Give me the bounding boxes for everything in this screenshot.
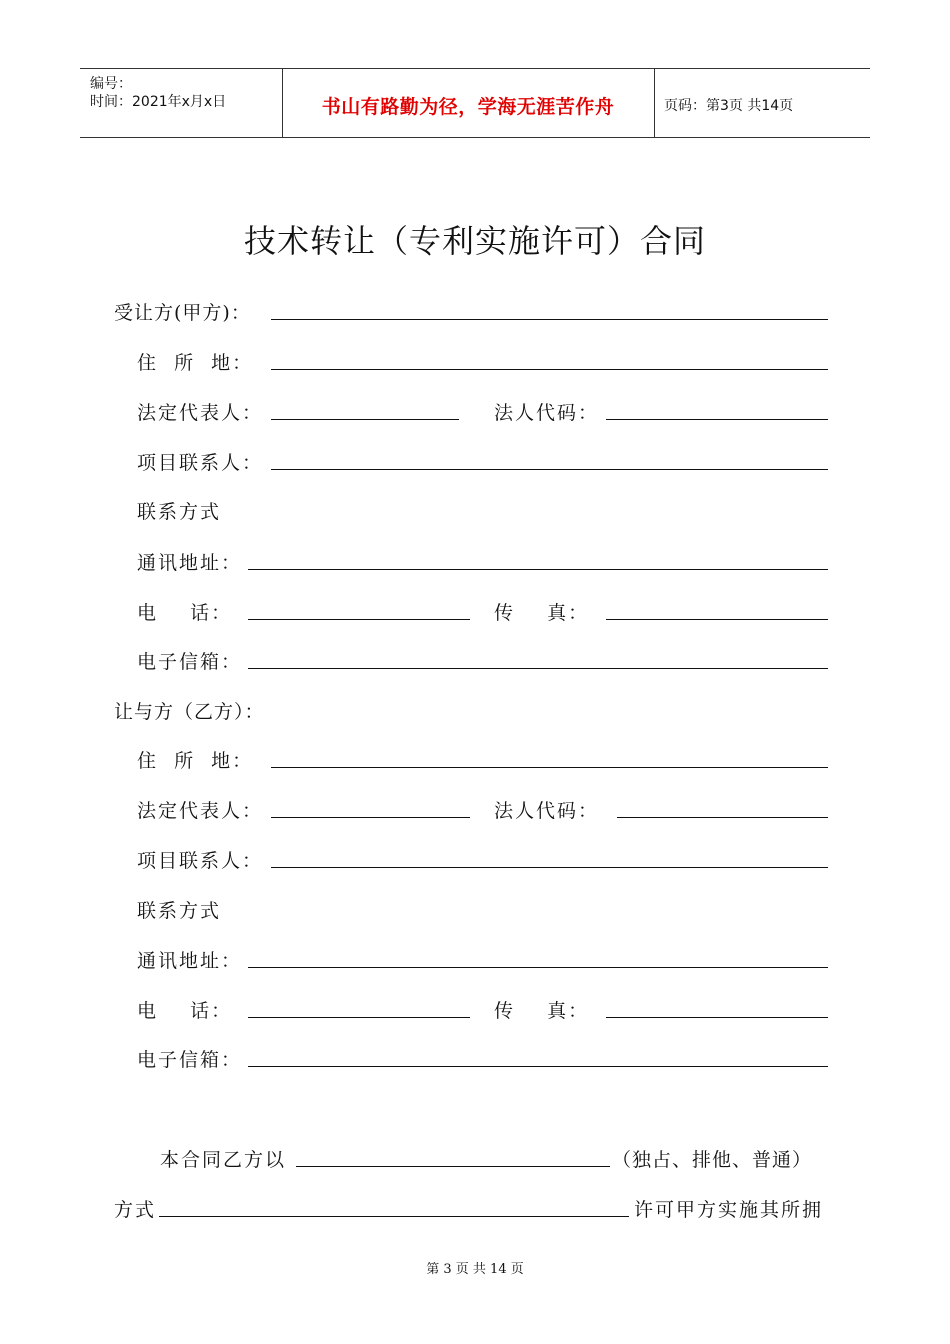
party-b-legal-rep-label: 法定代表人：: [137, 800, 264, 822]
party-b-fax-blank[interactable]: [606, 1017, 828, 1018]
body-line-2-end: 许可甲方实施其所拥: [634, 1199, 824, 1221]
party-a-address-label: 住 所 地：: [137, 352, 254, 374]
body-line-2: [0, 1195, 950, 1219]
party-a-legal-code-blank[interactable]: [606, 419, 828, 420]
party-b-legal-rep-blank[interactable]: [271, 817, 470, 818]
party-b-mail-address-label: 通讯地址：: [137, 950, 243, 972]
body-line-1-end: （独占、排他、普通）: [612, 1149, 813, 1171]
party-b-legal-code-label: 法人代码：: [494, 800, 600, 822]
party-b-contact-person-blank[interactable]: [271, 867, 828, 868]
party-a-mail-row: [0, 548, 950, 572]
party-a-legal-code-label: 法人代码：: [494, 402, 600, 424]
party-a-contact-person-blank[interactable]: [271, 469, 828, 470]
header-motto-cell: [282, 69, 655, 137]
party-b-phone-blank[interactable]: [248, 1017, 470, 1018]
party-b-email-row: [0, 1045, 950, 1069]
party-a-legal-rep-blank[interactable]: [271, 419, 459, 420]
document-time-label: 时间：2021年x月x日: [90, 94, 227, 110]
party-a-contact-person-row: [0, 448, 950, 472]
party-a-contact-method-label: 联系方式: [137, 501, 222, 523]
party-b-contact-method-row: [0, 896, 950, 920]
party-b-phone-row: [0, 996, 950, 1020]
party-b-heading: 让与方（乙方）：: [114, 701, 265, 723]
page-footer: 第 3 页 共 14 页: [426, 1262, 524, 1277]
party-b-legal-code-blank[interactable]: [617, 817, 828, 818]
header-meta-cell: [80, 69, 283, 137]
party-b-contact-person-row: [0, 846, 950, 870]
header-page-cell: [654, 69, 870, 137]
body-line-1: [0, 1145, 950, 1169]
party-a-heading-row: [0, 298, 950, 322]
party-a-fax-label: 传 真：: [494, 602, 590, 624]
party-a-mail-address-label: 通讯地址：: [137, 552, 243, 574]
party-a-email-blank[interactable]: [248, 668, 828, 669]
party-a-address-row: [0, 348, 950, 372]
party-b-mail-address-blank[interactable]: [248, 967, 828, 968]
party-a-phone-label: 电 话：: [137, 602, 233, 624]
party-b-contact-person-label: 项目联系人：: [137, 850, 264, 872]
party-b-fax-label: 传 真：: [494, 1000, 590, 1022]
party-a-phone-row: [0, 598, 950, 622]
party-a-legal-row: [0, 398, 950, 422]
party-a-fax-blank[interactable]: [606, 619, 828, 620]
party-a-email-label: 电子信箱：: [137, 651, 243, 673]
party-b-legal-row: [0, 796, 950, 820]
party-b-phone-label: 电 话：: [137, 1000, 233, 1022]
party-a-address-blank[interactable]: [271, 369, 828, 370]
document-number-label: 编号：: [90, 76, 132, 92]
body-line-1-start: 本合同乙方以: [160, 1149, 287, 1171]
party-b-mail-row: [0, 946, 950, 970]
party-a-name-blank[interactable]: [271, 319, 828, 320]
party-a-email-row: [0, 647, 950, 671]
party-a-contact-method-row: [0, 497, 950, 521]
party-b-address-row: [0, 746, 950, 770]
party-a-phone-blank[interactable]: [248, 619, 470, 620]
party-b-heading-row: [0, 697, 950, 721]
party-a-legal-rep-label: 法定代表人：: [137, 402, 264, 424]
document-title: 技术转让（专利实施许可）合同: [243, 222, 706, 260]
party-a-heading: 受让方(甲方)：: [114, 302, 251, 324]
party-b-email-blank[interactable]: [248, 1066, 828, 1067]
party-a-contact-person-label: 项目联系人：: [137, 452, 264, 474]
header-page-info: 页码：第3页 共14页: [664, 98, 794, 114]
party-b-email-label: 电子信箱：: [137, 1049, 243, 1071]
page-header: [80, 68, 870, 138]
party-b-address-blank[interactable]: [271, 767, 828, 768]
body-line-2-start: 方式: [114, 1199, 157, 1221]
party-b-address-label: 住 所 地：: [137, 750, 254, 772]
party-b-contact-method-label: 联系方式: [137, 900, 222, 922]
license-method-blank[interactable]: [159, 1216, 629, 1217]
license-type-blank[interactable]: [296, 1166, 610, 1167]
party-a-mail-address-blank[interactable]: [248, 569, 828, 570]
header-motto: 书山有路勤为径，学海无涯苦作舟: [321, 96, 615, 118]
